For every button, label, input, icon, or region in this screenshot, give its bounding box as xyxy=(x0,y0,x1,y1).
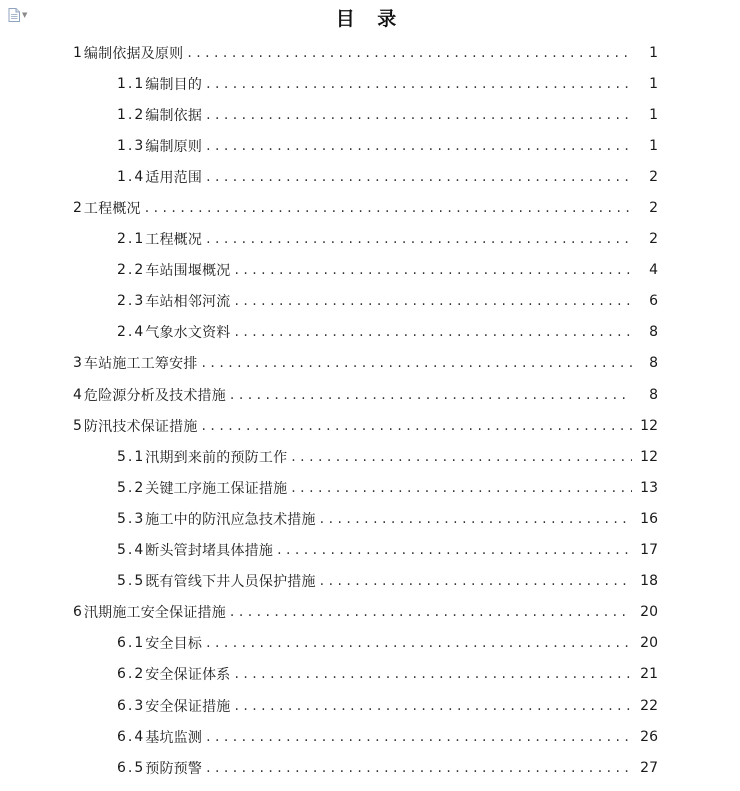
toc-entry-title: 危险源分析及技术措施 xyxy=(83,387,226,404)
toc-page-number: 13 xyxy=(640,479,658,496)
toc-entry[interactable] xyxy=(0,68,740,99)
toc-entry-number: 5.5 xyxy=(117,573,146,590)
toc-page-number: 12 xyxy=(640,448,658,465)
toc-entry-title: 安全目标 xyxy=(145,636,203,653)
toc-page-number: 22 xyxy=(640,697,658,714)
toc-entry-title: 预防预警 xyxy=(145,760,203,777)
toc-dot-leader xyxy=(234,699,632,713)
chevron-down-icon: ▼ xyxy=(22,10,28,19)
table-of-contents xyxy=(0,37,740,783)
toc-entry-title: 编制依据 xyxy=(145,107,203,124)
toc-dot-leader xyxy=(234,294,632,308)
toc-entry[interactable] xyxy=(0,348,740,379)
toc-dot-leader xyxy=(291,481,632,495)
page-title: 目 录 xyxy=(335,8,405,30)
toc-entry-number: 1.3 xyxy=(117,137,146,154)
toc-entry[interactable] xyxy=(0,441,740,472)
toc-dot-leader xyxy=(206,232,632,246)
toc-dot-leader xyxy=(206,761,632,775)
toc-entry[interactable] xyxy=(0,597,740,628)
toc-page-number: 1 xyxy=(649,106,658,123)
toc-page-number: 21 xyxy=(640,666,658,683)
toc-entry-number: 6.4 xyxy=(117,728,146,745)
toc-entry-number: 5 xyxy=(73,417,84,434)
toc-entry-title: 适用范围 xyxy=(145,169,203,186)
toc-dot-leader xyxy=(234,325,632,339)
toc-entry[interactable] xyxy=(0,472,740,503)
toc-page-number: 17 xyxy=(640,542,658,559)
toc-entry[interactable] xyxy=(0,410,740,441)
toc-page-number: 4 xyxy=(649,262,658,279)
toc-entry[interactable] xyxy=(0,37,740,68)
toc-entry[interactable] xyxy=(0,224,740,255)
toc-entry-title: 车站围堰概况 xyxy=(145,263,231,280)
toc-dot-leader xyxy=(206,77,632,91)
toc-page-number: 16 xyxy=(640,510,658,527)
toc-entry-number: 2.3 xyxy=(117,293,146,310)
toc-dot-leader xyxy=(291,450,632,464)
toc-entry-title: 安全保证体系 xyxy=(145,667,231,684)
toc-dot-leader xyxy=(230,605,632,619)
toc-entry-title: 基坑监测 xyxy=(145,729,203,746)
toc-entry-title: 断头管封堵具体措施 xyxy=(145,543,274,560)
toc-entry[interactable] xyxy=(0,721,740,752)
toc-entry-number: 5.1 xyxy=(117,448,146,465)
toc-entry-title: 车站施工工筹安排 xyxy=(83,356,198,373)
toc-entry-title: 工程概况 xyxy=(83,201,141,218)
toc-dot-leader xyxy=(234,667,632,681)
toc-page-number: 12 xyxy=(640,417,658,434)
toc-entry-number: 2.1 xyxy=(117,231,146,248)
toc-entry[interactable] xyxy=(0,161,740,192)
toc-page-number: 1 xyxy=(649,75,658,92)
toc-entry[interactable] xyxy=(0,192,740,223)
toc-page-number: 2 xyxy=(649,168,658,185)
toc-entry-number: 2.4 xyxy=(117,324,146,341)
toc-entry[interactable] xyxy=(0,130,740,161)
toc-entry-title: 既有管线下井人员保护措施 xyxy=(145,574,316,591)
toc-page-number: 20 xyxy=(640,635,658,652)
toc-dot-leader xyxy=(206,108,632,122)
toc-entry-number: 3 xyxy=(73,355,84,372)
toc-dot-leader xyxy=(187,46,632,60)
toc-entry-title: 编制原则 xyxy=(145,138,203,155)
toc-entry[interactable] xyxy=(0,99,740,130)
toc-page-number: 1 xyxy=(649,44,658,61)
toc-entry-title: 安全保证措施 xyxy=(145,698,231,715)
toc-page-number: 8 xyxy=(649,386,658,403)
toc-dot-leader xyxy=(202,419,632,433)
toc-entry-number: 6.5 xyxy=(117,759,146,776)
toc-dot-leader xyxy=(206,170,632,184)
toc-dot-leader xyxy=(230,388,632,402)
toc-page-number: 8 xyxy=(649,324,658,341)
toc-entry-number: 1 xyxy=(73,44,84,61)
toc-dot-leader xyxy=(320,574,632,588)
toc-dot-leader xyxy=(206,730,632,744)
toc-dot-leader xyxy=(206,636,632,650)
toc-entry[interactable] xyxy=(0,566,740,597)
toc-entry-number: 1.2 xyxy=(117,106,146,123)
toc-entry-number: 4 xyxy=(73,386,84,403)
toc-page-number: 1 xyxy=(649,137,658,154)
toc-entry-number: 1.4 xyxy=(117,168,146,185)
toc-dot-leader xyxy=(234,263,632,277)
toc-dot-leader xyxy=(320,512,632,526)
toc-entry-number: 6.3 xyxy=(117,697,146,714)
toc-page-number: 18 xyxy=(640,573,658,590)
toc-page-number: 2 xyxy=(649,200,658,217)
toc-dot-leader xyxy=(145,201,632,215)
toc-entry-number: 5.3 xyxy=(117,510,146,527)
toc-entry-number: 2 xyxy=(73,200,84,217)
toc-entry-title: 汛期施工安全保证措施 xyxy=(83,605,226,622)
toc-entry-title: 编制依据及原则 xyxy=(83,45,184,62)
toc-entry-title: 车站相邻河流 xyxy=(145,294,231,311)
toc-entry-number: 5.4 xyxy=(117,542,146,559)
toc-entry-title: 工程概况 xyxy=(145,232,203,249)
toc-page-number: 6 xyxy=(649,293,658,310)
toc-page-number: 27 xyxy=(640,759,658,776)
toc-entry-number: 6 xyxy=(73,604,84,621)
toc-entry-title: 关键工序施工保证措施 xyxy=(145,480,288,497)
toc-entry-number: 6.2 xyxy=(117,666,146,683)
toc-entry-title: 施工中的防汛应急技术措施 xyxy=(145,511,316,528)
toc-entry[interactable] xyxy=(0,317,740,348)
toc-entry[interactable] xyxy=(0,535,740,566)
toc-entry-number: 1.1 xyxy=(117,75,146,92)
toc-dot-leader xyxy=(277,543,632,557)
toc-entry-title: 汛期到来前的预防工作 xyxy=(145,449,288,466)
toc-dot-leader xyxy=(206,139,632,153)
toc-entry-number: 5.2 xyxy=(117,479,146,496)
toc-entry[interactable] xyxy=(0,255,740,286)
toc-entry-title: 编制目的 xyxy=(145,76,203,93)
toc-entry-number: 6.1 xyxy=(117,635,146,652)
toc-page-number: 8 xyxy=(649,355,658,372)
toc-entry-title: 防汛技术保证措施 xyxy=(83,418,198,435)
toc-entry[interactable] xyxy=(0,690,740,721)
toc-entry[interactable] xyxy=(0,379,740,410)
toc-entry-title: 气象水文资料 xyxy=(145,325,231,342)
toc-entry[interactable] xyxy=(0,503,740,534)
toc-entry[interactable] xyxy=(0,659,740,690)
toc-page-number: 2 xyxy=(649,231,658,248)
toc-page-number: 20 xyxy=(640,604,658,621)
toc-page-number: 26 xyxy=(640,728,658,745)
toc-entry[interactable] xyxy=(0,286,740,317)
toc-entry-number: 2.2 xyxy=(117,262,146,279)
toc-dot-leader xyxy=(202,356,632,370)
toc-entry[interactable] xyxy=(0,752,740,783)
toc-entry[interactable] xyxy=(0,628,740,659)
